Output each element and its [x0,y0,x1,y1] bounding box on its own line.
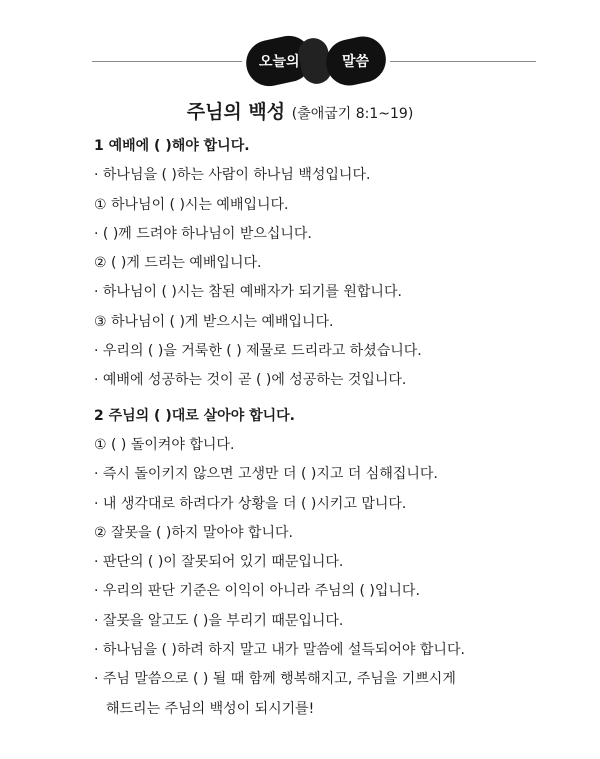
outline-line: · 하나님을 ( )하려 하지 말고 내가 말씀에 설득되어야 합니다. [94,642,465,659]
outline-line: · 판단의 ( )이 잘못되어 있기 때문입니다. [94,554,344,571]
outline-line: · ( )께 드려야 하나님이 받으십니다. [94,225,312,242]
banner-pill-3: 말씀 [322,32,390,89]
outline-line: · 잘못을 알고도 ( )을 부리기 때문입니다. [94,612,344,629]
outline-line: · 예배에 성공하는 것이 곧 ( )에 성공하는 것입니다. [94,372,407,389]
outline-line: ② ( )게 드리는 예배입니다. [94,255,262,272]
outline-line: · 우리의 판단 기준은 이익이 아니라 주님의 ( )입니다. [94,583,420,600]
outline-line: ③ 하나님이 ( )게 받으시는 예배입니다. [94,313,334,330]
banner-pill-1: 오늘의 [242,32,316,91]
outline-line: 2 주님의 ( )대로 살아야 합니다. [94,407,295,424]
outline-line: · 내 생각대로 하려다가 상황을 더 ( )시키고 맙니다. [94,495,407,512]
sermon-title-main: 주님의 백성 [186,101,286,123]
outline-lines [94,132,564,724]
outline-line: · 하나님이 ( )시는 참된 예배자가 되기를 원합니다. [94,284,402,301]
outline-line: 1 예배에 ( )해야 합니다. [94,138,250,154]
banner-rule-left [92,61,242,62]
sermon-title [0,97,600,124]
outline-line: · 우리의 ( )을 거룩한 ( ) 제물로 드리라고 하셨습니다. [94,343,422,360]
outline-line: ① 하나님이 ( )시는 예배입니다. [94,196,289,213]
outline-line: ② 잘못을 ( )하지 말아야 합니다. [94,524,293,541]
outline-line: · 하나님을 ( )하는 사람이 하나님 백성입니다. [94,167,371,184]
scripture-reference: (출애굽기 8:1~19) [291,106,414,122]
outline-line: · 주님 말씀으로 ( ) 될 때 함께 행복해지고, 주님을 기쁘시게 [94,671,456,688]
outline-line: · 즉시 돌이키지 않으면 고생만 더 ( )지고 더 심해집니다. [94,466,438,483]
banner-rule-right [390,61,536,62]
header-banner [0,32,600,82]
outline-line: ① ( ) 돌이켜야 합니다. [94,436,235,453]
outline-line: 해드리는 주님의 백성이 되시기를! [106,700,315,717]
banner-pills [246,38,386,84]
